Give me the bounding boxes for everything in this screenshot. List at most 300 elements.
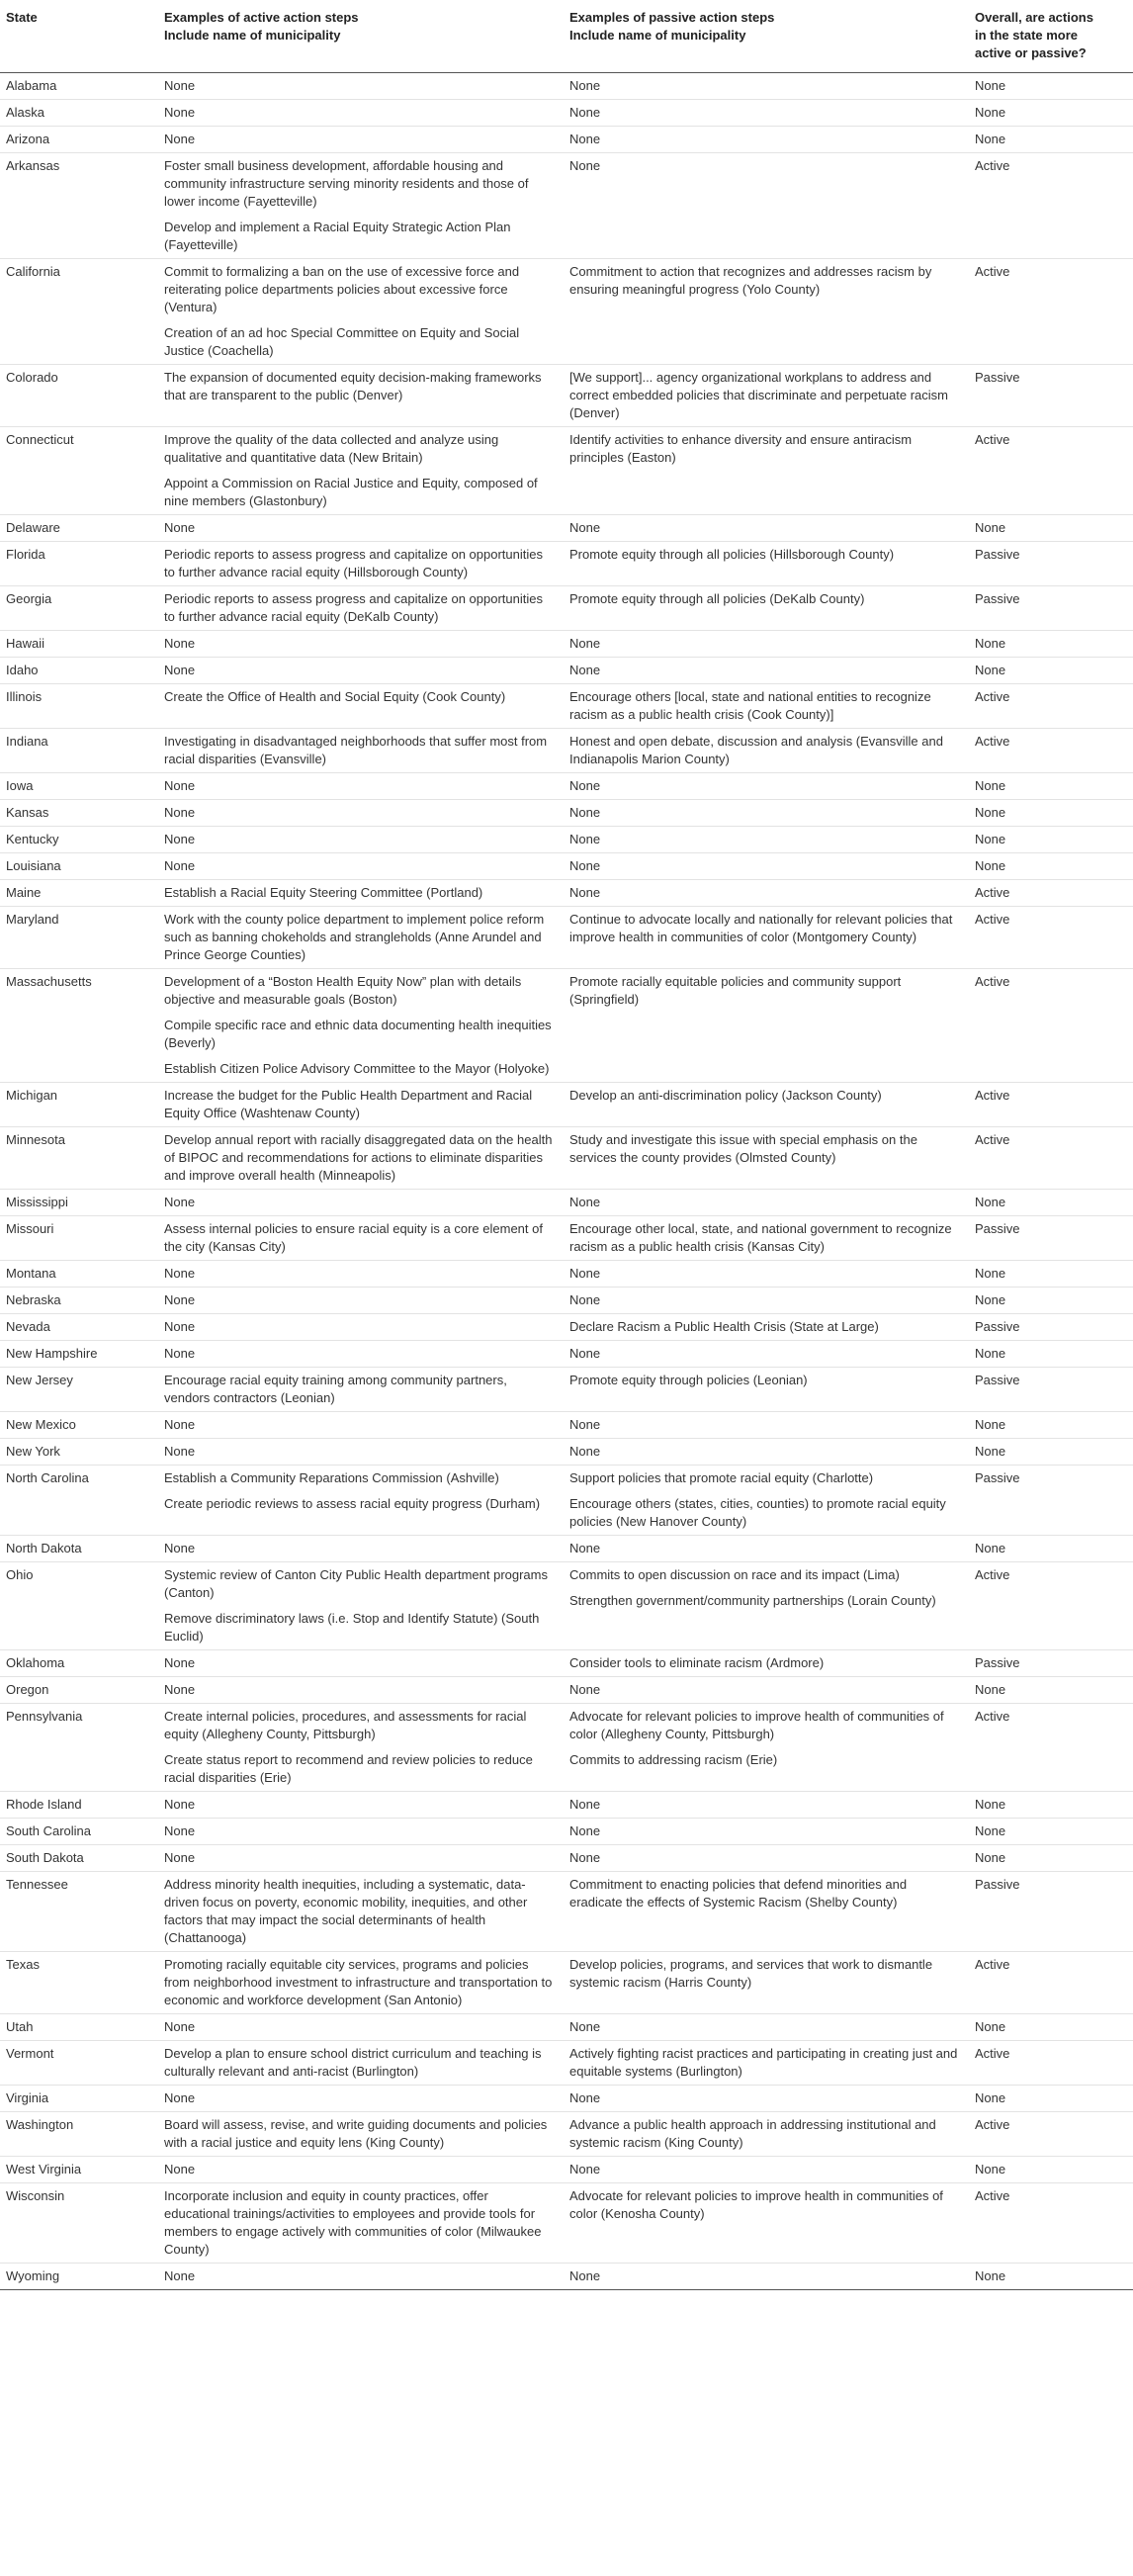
active-step-entry: The expansion of documented equity decision-making frameworks that are transparent to the public (Denver) [164,370,542,402]
state-cell: Idaho [0,658,158,684]
active-step-entry: None [164,2019,196,2034]
active-step-entry: Develop annual report with racially disaggregated data on the health of BIPOC and recommendations for actions to eliminate disparities and improve overall health (Minneapolis) [164,1132,553,1183]
state-cell: Florida [0,542,158,586]
active-step-entry: None [164,663,196,677]
table-row [0,1216,1133,1261]
table-row [0,259,1133,365]
passive-step-entry: None [569,805,601,820]
passive-step-entry: Commits to addressing racism (Erie) [569,1752,778,1767]
active-step-entry: Incorporate inclusion and equity in county practices, offer educational trainings/activities to employees and provide tools for members to engage actively with communities of color (Milwaukee County) [164,2188,542,2257]
state-cell: Nevada [0,1314,158,1341]
overall-cell: None [969,127,1133,153]
passive-steps-cell [564,1792,969,1819]
passive-steps-cell [564,1952,969,2014]
table-row [0,1650,1133,1677]
overall-cell: None [969,2014,1133,2041]
table-row [0,1314,1133,1341]
active-step-entry: Establish Citizen Police Advisory Committee to the Mayor (Holyoke) [164,1061,550,1076]
active-step-entry: Commit to formalizing a ban on the use of excessive force and reiterating police departments policies about excessive force (Ventura) [164,264,520,314]
state-cell: Washington [0,2112,158,2157]
passive-steps-cell [564,684,969,729]
active-step-entry: Development of a “Boston Health Equity Now” plan with details objective and measurable goals (Boston) [164,974,522,1007]
passive-steps-cell [564,1704,969,1792]
overall-cell: None [969,800,1133,827]
active-steps-cell [158,2112,564,2157]
passive-steps-cell [564,1341,969,1368]
active-steps-cell [158,827,564,853]
passive-step-entry: Encourage others (states, cities, counties) to promote racial equity policies (New Hanover County) [569,1496,946,1529]
passive-step-entry: None [569,858,601,873]
active-steps-cell [158,1216,564,1261]
overall-cell: Active [969,1952,1133,2014]
table-row [0,2014,1133,2041]
header-active-line: Examples of active action steps [164,10,359,25]
state-cell: Illinois [0,684,158,729]
table-row [0,1190,1133,1216]
state-cell: South Dakota [0,1845,158,1872]
active-steps-cell [158,1288,564,1314]
overall-cell: None [969,2264,1133,2290]
active-steps-cell [158,2183,564,2264]
passive-step-entry: None [569,885,601,900]
header-passive-line: Examples of passive action steps [569,10,775,25]
passive-steps-cell [564,2183,969,2264]
overall-cell: None [969,1536,1133,1562]
passive-steps-cell [564,827,969,853]
table-row [0,365,1133,427]
passive-step-entry: None [569,832,601,846]
passive-steps-cell [564,729,969,773]
active-steps-cell [158,1368,564,1412]
active-steps-cell [158,684,564,729]
active-step-entry: None [164,1266,196,1281]
state-cell: California [0,259,158,365]
passive-step-entry: Continue to advocate locally and nationally for relevant policies that improve health in communities of color (Montgomery County) [569,912,953,944]
passive-steps-cell [564,1439,969,1466]
active-steps-cell [158,2014,564,2041]
passive-steps-cell [564,153,969,259]
passive-steps-cell [564,2014,969,2041]
table-row [0,153,1133,259]
active-step-entry: Create the Office of Health and Social Equity (Cook County) [164,689,506,704]
passive-step-entry: Promote equity through all policies (Hillsborough County) [569,547,895,562]
table-row [0,1677,1133,1704]
active-step-entry: None [164,1319,196,1334]
state-cell: New Jersey [0,1368,158,1412]
active-step-entry: None [164,1195,196,1209]
passive-steps-cell [564,853,969,880]
overall-cell: Passive [969,1216,1133,1261]
state-cell: Ohio [0,1562,158,1650]
overall-cell: Passive [969,1314,1133,1341]
active-step-entry: Establish a Community Reparations Commission (Ashville) [164,1470,499,1485]
active-step-entry: Increase the budget for the Public Health Department and Racial Equity Office (Washtenaw County) [164,1088,533,1120]
passive-step-entry: None [569,158,601,173]
passive-steps-cell [564,427,969,515]
active-steps-cell [158,1341,564,1368]
passive-step-entry: [We support]... agency organizational workplans to address and correct embedded policies that discriminate and perpetuate racism (Denver) [569,370,948,420]
overall-cell: Active [969,2183,1133,2264]
active-step-entry: None [164,778,196,793]
active-steps-cell [158,969,564,1083]
state-cell: Iowa [0,773,158,800]
passive-steps-cell [564,1127,969,1190]
header-state-label: State [6,10,38,25]
active-steps-cell [158,907,564,969]
active-step-entry: Develop a plan to ensure school district curriculum and teaching is culturally relevant and anti-racist (Burlington) [164,2046,542,2079]
table-row [0,1439,1133,1466]
table-row [0,1704,1133,1792]
passive-step-entry: None [569,1417,601,1432]
passive-steps-cell [564,73,969,100]
table-row [0,1288,1133,1314]
table-row [0,542,1133,586]
overall-cell: Active [969,2112,1133,2157]
active-steps-cell [158,729,564,773]
active-step-entry: None [164,636,196,651]
passive-steps-cell [564,2041,969,2086]
passive-steps-cell [564,100,969,127]
passive-step-entry: Develop an anti-discrimination policy (Jackson County) [569,1088,882,1103]
state-cell: Kentucky [0,827,158,853]
passive-steps-cell [564,1466,969,1536]
state-cell: Kansas [0,800,158,827]
active-steps-cell [158,1845,564,1872]
state-cell: Delaware [0,515,158,542]
active-steps-cell [158,853,564,880]
state-cell: Alabama [0,73,158,100]
overall-cell: Active [969,427,1133,515]
overall-cell: Active [969,969,1133,1083]
header-active [158,0,564,73]
state-cell: Montana [0,1261,158,1288]
overall-cell: Passive [969,1466,1133,1536]
table-row [0,2112,1133,2157]
active-step-entry: Appoint a Commission on Racial Justice and Equity, composed of nine members (Glastonbury) [164,476,538,508]
active-step-entry: None [164,78,196,93]
passive-steps-cell [564,1216,969,1261]
passive-step-entry: None [569,78,601,93]
active-step-entry: None [164,132,196,146]
overall-cell: Passive [969,1872,1133,1952]
active-steps-cell [158,1677,564,1704]
passive-steps-cell [564,631,969,658]
passive-step-entry: None [569,2090,601,2105]
passive-step-entry: Advocate for relevant policies to improve health in communities of color (Kenosha County) [569,2188,943,2221]
state-cell: Colorado [0,365,158,427]
passive-step-entry: None [569,1682,601,1697]
passive-steps-cell [564,515,969,542]
overall-cell: None [969,2086,1133,2112]
passive-step-entry: None [569,663,601,677]
active-steps-cell [158,631,564,658]
overall-cell: Active [969,729,1133,773]
table-row [0,586,1133,631]
overall-cell: Active [969,153,1133,259]
active-step-entry: None [164,1850,196,1865]
overall-cell: None [969,1341,1133,1368]
overall-cell: Active [969,2041,1133,2086]
active-step-entry: None [164,1823,196,1838]
state-cell: Indiana [0,729,158,773]
active-steps-cell [158,515,564,542]
active-steps-cell [158,2157,564,2183]
active-steps-cell [158,2086,564,2112]
state-cell: Rhode Island [0,1792,158,1819]
active-step-entry: None [164,1417,196,1432]
header-active-line: Include name of municipality [164,28,341,43]
table-row [0,73,1133,100]
table-row [0,1792,1133,1819]
table-row [0,515,1133,542]
state-cell: Oklahoma [0,1650,158,1677]
active-step-entry: None [164,520,196,535]
passive-step-entry: Consider tools to eliminate racism (Ardmore) [569,1655,825,1670]
active-steps-cell [158,1872,564,1952]
active-step-entry: Encourage racial equity training among community partners, vendors contractors (Leonian) [164,1373,507,1405]
active-step-entry: None [164,2090,196,2105]
table-row [0,800,1133,827]
header-overall-line: in the state more [975,28,1079,43]
active-steps-cell [158,2041,564,2086]
passive-step-entry: Declare Racism a Public Health Crisis (State at Large) [569,1319,879,1334]
state-cell: Louisiana [0,853,158,880]
header-overall [969,0,1133,73]
overall-cell: None [969,658,1133,684]
active-steps-cell [158,1819,564,1845]
overall-cell: Active [969,1562,1133,1650]
overall-cell: None [969,631,1133,658]
passive-step-entry: Encourage others [local, state and national entities to recognize racism as a public health crisis (Cook County)] [569,689,931,722]
passive-steps-cell [564,1368,969,1412]
state-cell: Arizona [0,127,158,153]
active-steps-cell [158,365,564,427]
passive-step-entry: Promote racially equitable policies and community support (Springfield) [569,974,902,1007]
passive-steps-cell [564,2112,969,2157]
passive-steps-cell [564,127,969,153]
state-cell: Maine [0,880,158,907]
passive-steps-cell [564,1536,969,1562]
passive-steps-cell [564,1190,969,1216]
state-cell: Nebraska [0,1288,158,1314]
passive-steps-cell [564,586,969,631]
passive-step-entry: None [569,2162,601,2176]
table-row [0,1412,1133,1439]
active-step-entry: None [164,1797,196,1812]
passive-steps-cell [564,1677,969,1704]
active-step-entry: Work with the county police department to implement police reform such as banning chokeholds and strangleholds (Anne Arundel and Prince George Counties) [164,912,545,962]
passive-steps-cell [564,1288,969,1314]
passive-step-entry: None [569,1266,601,1281]
state-cell: Minnesota [0,1127,158,1190]
table-row [0,773,1133,800]
state-cell: Maryland [0,907,158,969]
active-steps-cell [158,1190,564,1216]
passive-step-entry: None [569,105,601,120]
passive-step-entry: None [569,1823,601,1838]
active-step-entry: Improve the quality of the data collected and analyze using qualitative and quantitative data (New Britain) [164,432,499,465]
table-row [0,2086,1133,2112]
overall-cell: Active [969,1127,1133,1190]
passive-steps-cell [564,658,969,684]
passive-step-entry: Advocate for relevant policies to improve health of communities of color (Allegheny County, Pittsburgh) [569,1709,944,1741]
active-step-entry: Establish a Racial Equity Steering Committee (Portland) [164,885,483,900]
table-row [0,127,1133,153]
active-step-entry: Investigating in disadvantaged neighborhoods that suffer most from racial disparities (Evansville) [164,734,548,766]
active-steps-cell [158,1083,564,1127]
overall-cell: Passive [969,542,1133,586]
passive-steps-cell [564,907,969,969]
table-row [0,1562,1133,1650]
state-cell: New Mexico [0,1412,158,1439]
passive-step-entry: Commitment to enacting policies that defend minorities and eradicate the effects of Systemic Racism (Shelby County) [569,1877,908,1910]
active-step-entry: Promoting racially equitable city services, programs and policies from neighborhood investment to infrastructure and transportation to economic and workforce development (San Antonio) [164,1957,553,2007]
passive-step-entry: None [569,778,601,793]
active-steps-cell [158,1562,564,1650]
active-step-entry: None [164,832,196,846]
passive-step-entry: None [569,2268,601,2283]
active-steps-cell [158,773,564,800]
overall-cell: Passive [969,1650,1133,1677]
active-steps-cell [158,1466,564,1536]
table-row [0,100,1133,127]
state-cell: New Hampshire [0,1341,158,1368]
state-cell: North Dakota [0,1536,158,1562]
passive-step-entry: None [569,1292,601,1307]
active-step-entry: None [164,2268,196,2283]
active-step-entry: Board will assess, revise, and write guiding documents and policies with a racial justice and equity lens (King County) [164,2117,548,2150]
active-step-entry: None [164,1292,196,1307]
table-row [0,1819,1133,1845]
table-row [0,1083,1133,1127]
passive-steps-cell [564,542,969,586]
overall-cell: Active [969,1083,1133,1127]
active-step-entry: Create status report to recommend and review policies to reduce racial disparities (Erie) [164,1752,533,1785]
passive-step-entry: Commitment to action that recognizes and addresses racism by ensuring meaningful progress (Yolo County) [569,264,932,297]
table-row [0,1261,1133,1288]
active-step-entry: None [164,2162,196,2176]
overall-cell: None [969,1792,1133,1819]
passive-steps-cell [564,1562,969,1650]
state-cell: Vermont [0,2041,158,2086]
passive-steps-cell [564,773,969,800]
passive-step-entry: None [569,2019,601,2034]
passive-steps-cell [564,1314,969,1341]
table-row [0,2264,1133,2290]
table-row [0,684,1133,729]
passive-step-entry: Develop policies, programs, and services that work to dismantle systemic racism (Harris County) [569,1957,933,1990]
overall-cell: None [969,1190,1133,1216]
passive-step-entry: Advance a public health approach in addressing institutional and systemic racism (King County) [569,2117,936,2150]
active-steps-cell [158,1536,564,1562]
passive-steps-cell [564,1872,969,1952]
state-cell: West Virginia [0,2157,158,2183]
state-cell: Alaska [0,100,158,127]
passive-steps-cell [564,1819,969,1845]
passive-steps-cell [564,1845,969,1872]
passive-step-entry: Encourage other local, state, and national government to recognize racism as a public health crisis (Kansas City) [569,1221,952,1254]
table-row [0,1466,1133,1536]
active-step-entry: None [164,858,196,873]
passive-step-entry: Study and investigate this issue with special emphasis on the services the county provides (Olmsted County) [569,1132,917,1165]
header-overall-line: Overall, are actions [975,10,1093,25]
passive-step-entry: Commits to open discussion on race and its impact (Lima) [569,1567,900,1582]
passive-step-entry: Promote equity through policies (Leonian) [569,1373,808,1387]
active-step-entry: None [164,1444,196,1459]
active-steps-cell [158,800,564,827]
passive-steps-cell [564,1261,969,1288]
passive-steps-cell [564,1412,969,1439]
overall-cell: None [969,1288,1133,1314]
state-cell: Connecticut [0,427,158,515]
active-steps-cell [158,259,564,365]
state-cell: Wyoming [0,2264,158,2290]
state-cell: Massachusetts [0,969,158,1083]
table-row [0,1127,1133,1190]
active-step-entry: None [164,1682,196,1697]
active-steps-cell [158,427,564,515]
overall-cell: None [969,1439,1133,1466]
active-step-entry: Remove discriminatory laws (i.e. Stop and Identify Statute) (South Euclid) [164,1611,540,1643]
active-step-entry: None [164,1346,196,1361]
overall-cell: None [969,1819,1133,1845]
state-cell: New York [0,1439,158,1466]
passive-step-entry: None [569,132,601,146]
active-step-entry: Periodic reports to assess progress and capitalize on opportunities to further advance racial equity (Hillsborough County) [164,547,543,579]
table-row [0,2183,1133,2264]
overall-cell: None [969,515,1133,542]
table-row [0,631,1133,658]
active-step-entry: None [164,1655,196,1670]
table-row [0,658,1133,684]
table-row [0,2157,1133,2183]
active-steps-cell [158,1261,564,1288]
overall-cell: Passive [969,365,1133,427]
passive-steps-cell [564,1650,969,1677]
passive-step-entry: Identify activities to enhance diversity and ensure antiracism principles (Easton) [569,432,913,465]
active-step-entry: Systemic review of Canton City Public Health department programs (Canton) [164,1567,548,1600]
overall-cell: Passive [969,1368,1133,1412]
state-cell: Texas [0,1952,158,2014]
overall-cell: Active [969,684,1133,729]
overall-cell: Active [969,1704,1133,1792]
passive-steps-cell [564,969,969,1083]
active-steps-cell [158,880,564,907]
passive-step-entry: None [569,1850,601,1865]
state-cell: Virginia [0,2086,158,2112]
active-steps-cell [158,586,564,631]
passive-step-entry: Promote equity through all policies (DeKalb County) [569,591,865,606]
table-row [0,2041,1133,2086]
active-steps-cell [158,1792,564,1819]
passive-step-entry: Strengthen government/community partnerships (Lorain County) [569,1593,936,1608]
active-step-entry: None [164,805,196,820]
active-step-entry: Address minority health inequities, including a systematic, data-driven focus on poverty, economic mobility, inequities, and other factors that may impact the social determinants of health (Chattanooga) [164,1877,528,1945]
passive-steps-cell [564,259,969,365]
overall-cell: Active [969,907,1133,969]
active-step-entry: Assess internal policies to ensure racial equity is a core element of the city (Kansas City) [164,1221,543,1254]
overall-cell: None [969,1677,1133,1704]
overall-cell: Passive [969,586,1133,631]
passive-step-entry: None [569,1444,601,1459]
overall-cell: None [969,773,1133,800]
passive-steps-cell [564,2264,969,2290]
state-cell: Mississippi [0,1190,158,1216]
table-row [0,1872,1133,1952]
active-steps-cell [158,658,564,684]
overall-cell: None [969,853,1133,880]
active-steps-cell [158,127,564,153]
